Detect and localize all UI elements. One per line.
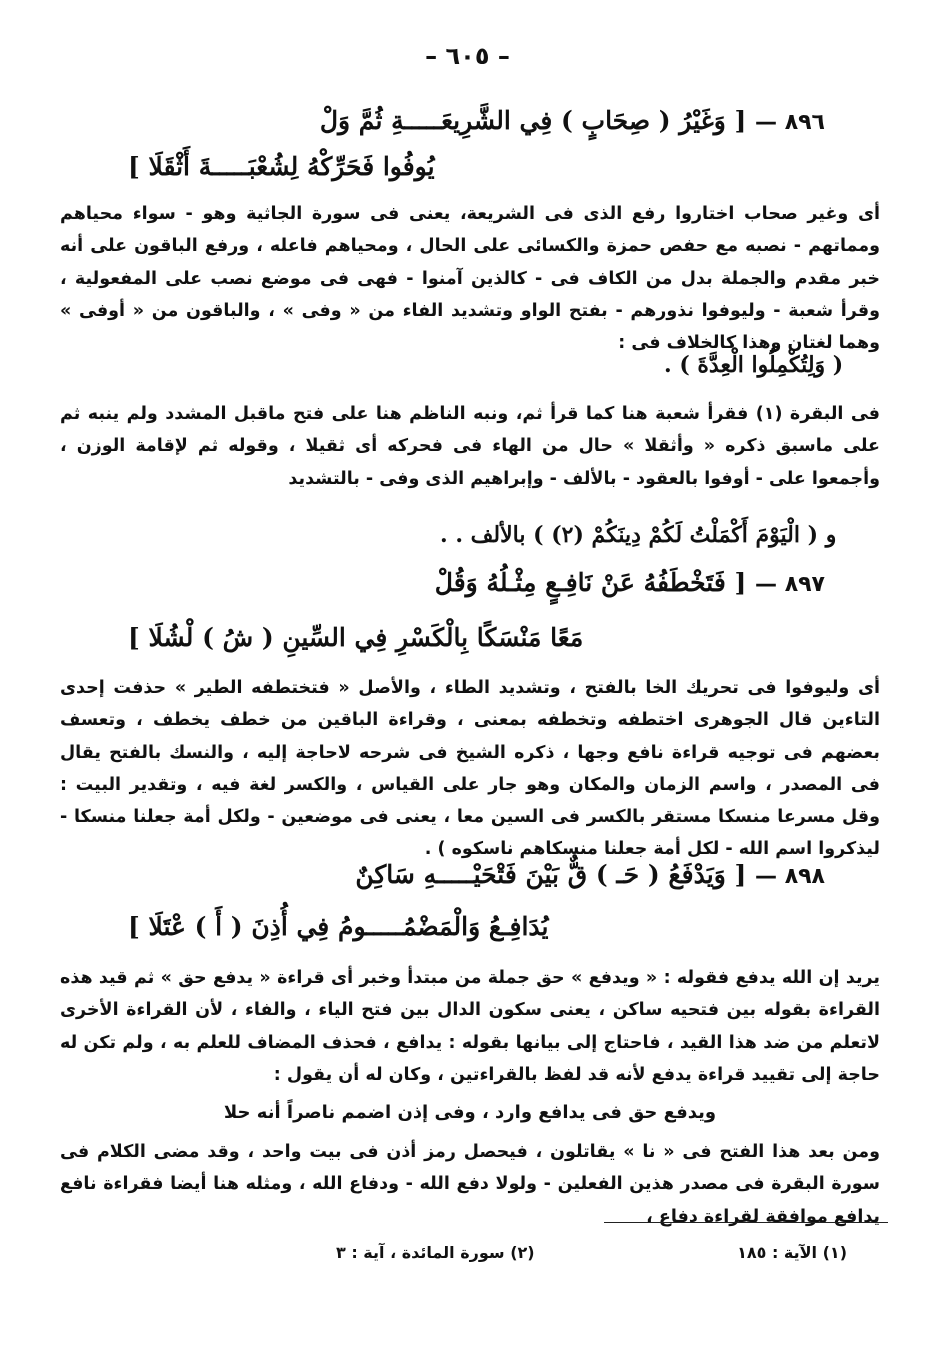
paragraph-4: يريد إن الله يدفع فقوله : « ويدفع » حق جملة من مبتدأ وخبر أى قراءة « يدفع حق » ثم قيد هذه القراءة بقوله بين فتحيه ساكن ، يعنى سكون الدال بين فتح الياء ، والفاء ، لأن القراءة الأخرى لاتعلم من ضد هذا القيد ، فاحتاج إلى بيانها بقوله : يدافع ، فحذف المضاف للعلم به ، ولم تكن له حاجة إلى تقييد قراءة يدفع لأنه قد لفظ بالقراءتين ، وكان له أن يقول : <box>60 968 880 1085</box>
footnote-1: (١) الآية : ١٨٥ <box>737 1243 847 1262</box>
quran-quote-2: و ( الْيَوْمَ أَكْمَلْتُ لَكُمْ دِينَكُمْ (٢) ) بالألف . . <box>440 522 837 548</box>
verse-number: ٨٩٧ — <box>755 572 825 597</box>
verse-hemistich: [ وَغَيْرُ ( صِحَابٍ ) فِي الشَّرِيعَـــــةِ ثُمَّ وَلْ <box>319 106 747 135</box>
verse-898-line-2: يُدَافِـعُ وَالْمَضْمُـــــومُ فِي أُذِنَ ( أَ ) عْتَلَا ] <box>128 912 549 941</box>
paragraph-5: ومن بعد هذا الفتح فى « نا » يقاتلون ، فيحصل رمز أذن فى بيت واحد ، وقد مضى الكلام فى سورة البقرة فى مصدر هذين الفعلين - ولولا دفع الله - ودفاع الله ، ومثله هنا أيضا فقراءة نافع يدافع موافقة لقراءة دفاع ، <box>60 1142 880 1227</box>
verse-number: ٨٩٦ — <box>755 110 825 135</box>
verse-hemistich: [ وَيَدْفَعُ ( حَـ ) قٌّ بَيْنَ فَتْحَيْـــــهِ سَاكِنٌ <box>355 860 747 889</box>
page-number: – ٦٠٥ – <box>425 42 510 70</box>
verse-897-line-1 <box>435 568 825 597</box>
paragraph-3: أى وليوفوا فى تحريك الخا بالفتح ، وتشديد الطاء ، والأصل « فتختطفه الطير » حذفت إحدى التاءين قال الجوهرى اختطفه وتخطفه بمعنى ، وقراءة الباقين من خطف يخطف ، وتعسف بعضهم فى توجيه قراءة نافع وجها ، ذكره الشيخ فى شرحه لاحاجة إليه ، والنسك بالفتح يقال فى المصدر ، واسم الزمان والمكان وهو جار على القياس ، والكسر لغة فيه ، وتقدير البيت : وقل مسرعا منسكا مستقر بالكسر فى السين معا ، يعنى فى موضعين - ولكل أمة جعلنا منسكا - ليذكروا اسم الله - لكل أمة جعلنا منسكاهم ناسكوه ) . <box>60 678 880 860</box>
verse-number: ٨٩٨ — <box>755 864 825 889</box>
footnote-divider <box>604 1222 888 1223</box>
verse-hemistich: [ فَتَخْطَفُهُ عَنْ نَافِـعٍ مِثْـلُهُ وَقُلْ <box>434 568 747 597</box>
verse-897-line-2: مَعًا مَنْسَكًا بِالْكَسْرِ فِي السِّينِ ( شُ ) لْشُلَا ] <box>128 623 584 652</box>
verse-896-line-1 <box>320 106 825 135</box>
paragraph-1: أى وغير صحاب اختاروا رفع الذى فى الشريعة، يعنى فى سورة الجاثية وهو - سواء محياهم ومماتهم - نصبه مع حفص حمزة والكسائى على الحال ، ومحياهم فاعله ، ورفع الباقون على أنه خبر مقدم والجملة بدل من الكاف فى - كالذين آمنوا - فهى فى موضع نصب على المفعولية ، وقرأ شعبة - وليوفوا نذورهم - بفتح الواو وتشديد الفاء من « وفى » ، والباقون من « أوفى » وهما لغتان وهذا كالخلاف فى : <box>60 204 880 354</box>
footnote-2: (٢) سورة المائدة ، آية : ٣ <box>336 1243 535 1262</box>
paragraph-2: فى البقرة (١) فقرأ شعبة هنا كما قرأ ثم، ونبه الناظم هنا على فتح ماقبل المشدد ولم ينبه ثم على ماسبق ذكره « وأثقلا » حال من الهاء فى فحركه أى ثقيلا ، وقوله ثم لإقامة الوزن ، وأجمعوا على - أوفوا بالعقود - بالألف - وإبراهيم الذى وفى - بالتشديد <box>60 404 881 489</box>
quran-quote-1: ( وَلِتُكْمِلُوا الْعِدَّةَ ) . <box>664 352 844 378</box>
poem-line: ويدفع حق فى يدافع وارد ، وفى إذن اضمم ناصراً أنه حلا <box>223 1102 717 1123</box>
verse-898-line-1 <box>355 860 825 889</box>
verse-896-line-2: يُوفُوا فَحَرِّكْهُ لِشُعْبَـــــةَ أَثْقَلَا ] <box>128 152 435 181</box>
